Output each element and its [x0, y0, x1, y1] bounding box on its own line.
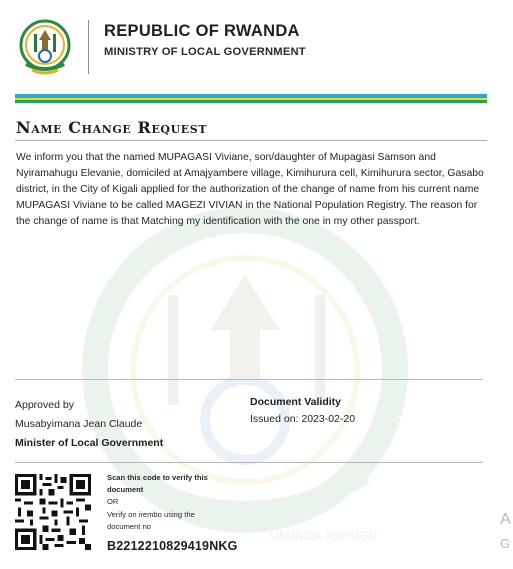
ministry-name: MINISTRY OF LOCAL GOVERNMENT: [104, 46, 306, 58]
approval-divider-bottom: [15, 462, 483, 463]
title-divider: [15, 140, 487, 141]
header-divider: [88, 20, 89, 74]
watermark-motto: UKUNDA IGIHUGU: [270, 529, 378, 543]
validity-label: Document Validity: [250, 396, 342, 408]
edge-text-fragment: G: [500, 536, 511, 551]
approver-title: Minister of Local Government: [15, 437, 164, 449]
document-number[interactable]: B2212210829419NKG: [107, 539, 238, 553]
qr-code-icon[interactable]: [15, 474, 91, 550]
document-body: We inform you that the named MUPAGASI Viviane, son/daughter of Mupagasi Samson and Nyiramahugu Elevanie, domiciled at Amajyambere village, Kimihurura cell, Kimihurura sector, Gasabo district, in the City of Kigali applied for the authorization of the change of name from his current name MUPAGASI Viviane to be called MAGEZI VIVIAN in the National Population Registry. The reason for the change of name is that Matching my identification with the one in my other passport.: [16, 152, 484, 227]
edge-text-fragment: A: [500, 511, 511, 528]
document-title: Name Change Request: [16, 118, 208, 137]
or-separator: OR: [107, 497, 119, 506]
approval-divider-top: [15, 379, 483, 380]
rwanda-coat-of-arms-icon: [18, 18, 72, 76]
approver-name: Musabyimana Jean Claude: [15, 418, 143, 430]
flag-stripe-green: [15, 100, 487, 103]
verify-instruction: Verify on irembo using the document no: [107, 510, 195, 532]
scan-instruction: Scan this code to verify this document: [107, 473, 208, 495]
coat-of-arms-watermark-icon: [70, 205, 420, 555]
issued-date: Issued on: 2023-02-20: [250, 413, 356, 425]
approved-by-label: Approved by: [15, 399, 74, 411]
country-name: REPUBLIC OF RWANDA: [104, 22, 300, 40]
